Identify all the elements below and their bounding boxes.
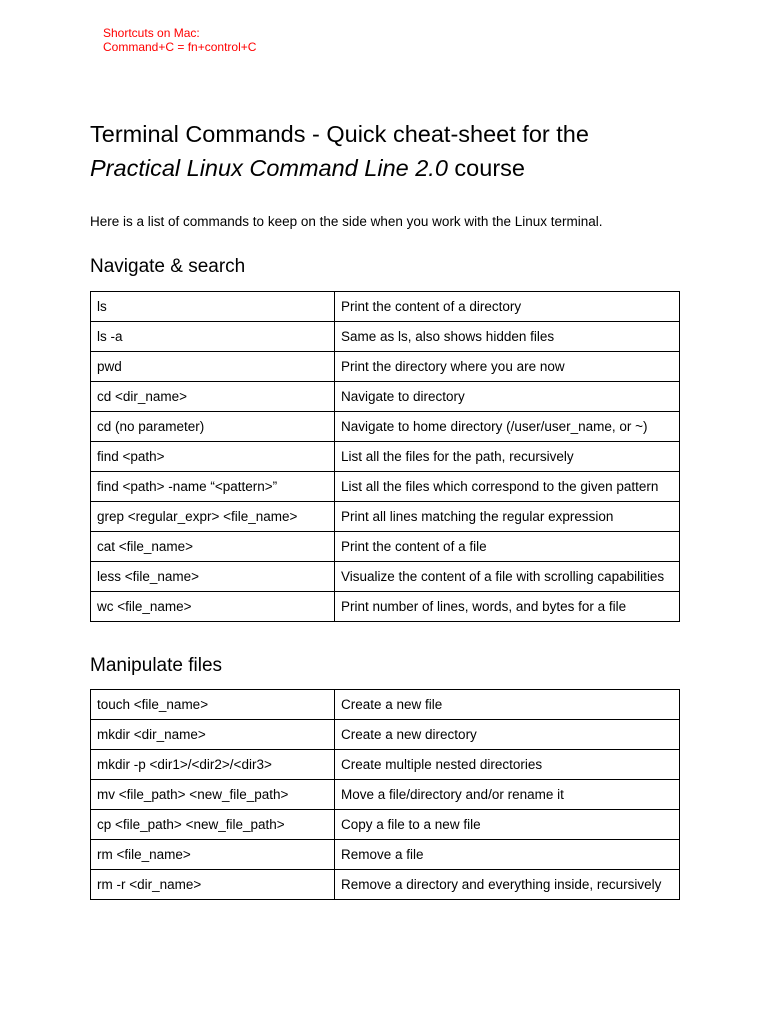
description-cell: List all the files which correspond to the given pattern	[335, 472, 680, 502]
intro-text: Here is a list of commands to keep on the side when you work with the Linux terminal.	[90, 214, 603, 229]
description-cell: Print all lines matching the regular expression	[335, 502, 680, 532]
command-cell: wc <file_name>	[91, 592, 335, 622]
table-row	[91, 532, 680, 562]
command-cell: cp <file_path> <new_file_path>	[91, 810, 335, 840]
description-cell: Remove a directory and everything inside, recursively	[335, 870, 680, 900]
table-row	[91, 592, 680, 622]
description-cell: Create multiple nested directories	[335, 750, 680, 780]
page-title-part-2: course	[447, 155, 525, 181]
table-row	[91, 562, 680, 592]
command-cell: mkdir -p <dir1>/<dir2>/<dir3>	[91, 750, 335, 780]
manipulate-files-table	[90, 689, 680, 900]
command-cell: find <path>	[91, 442, 335, 472]
table-row	[91, 720, 680, 750]
description-cell: Print the content of a file	[335, 532, 680, 562]
command-cell: grep <regular_expr> <file_name>	[91, 502, 335, 532]
description-cell: Navigate to home directory (/user/user_name, or ~)	[335, 412, 680, 442]
shortcut-note-line-1: Shortcuts on Mac:	[103, 26, 200, 40]
section-heading-navigate-search: Navigate & search	[90, 256, 246, 277]
description-cell: Navigate to directory	[335, 382, 680, 412]
description-cell: Print the directory where you are now	[335, 352, 680, 382]
table-row	[91, 810, 680, 840]
command-cell: pwd	[91, 352, 335, 382]
table-row	[91, 382, 680, 412]
shortcut-note	[103, 26, 256, 54]
table-row	[91, 442, 680, 472]
table-row	[91, 292, 680, 322]
command-cell: touch <file_name>	[91, 690, 335, 720]
table-row	[91, 412, 680, 442]
page-title-part-1: Terminal Commands - Quick cheat-sheet for the	[90, 121, 589, 147]
description-cell: Visualize the content of a file with scrolling capabilities	[335, 562, 680, 592]
command-cell: ls	[91, 292, 335, 322]
command-cell: cd <dir_name>	[91, 382, 335, 412]
description-cell: Print the content of a directory	[335, 292, 680, 322]
command-cell: cat <file_name>	[91, 532, 335, 562]
command-cell: rm <file_name>	[91, 840, 335, 870]
description-cell: Create a new file	[335, 690, 680, 720]
navigate-search-table	[90, 291, 680, 622]
description-cell: Print number of lines, words, and bytes for a file	[335, 592, 680, 622]
page-title-course-name: Practical Linux Command Line 2.0	[90, 155, 448, 181]
command-cell: cd (no parameter)	[91, 412, 335, 442]
page-title	[90, 117, 589, 185]
table-row	[91, 322, 680, 352]
command-cell: mkdir <dir_name>	[91, 720, 335, 750]
description-cell: Create a new directory	[335, 720, 680, 750]
table-row	[91, 472, 680, 502]
table-row	[91, 750, 680, 780]
command-cell: ls -a	[91, 322, 335, 352]
command-cell: find <path> -name “<pattern>”	[91, 472, 335, 502]
table-row	[91, 690, 680, 720]
command-cell: rm -r <dir_name>	[91, 870, 335, 900]
section-heading-manipulate-files: Manipulate files	[90, 655, 223, 676]
table-row	[91, 352, 680, 382]
table-row	[91, 870, 680, 900]
description-cell: Copy a file to a new file	[335, 810, 680, 840]
description-cell: Same as ls, also shows hidden files	[335, 322, 680, 352]
table-row	[91, 780, 680, 810]
description-cell: Remove a file	[335, 840, 680, 870]
shortcut-note-line-2: Command+C = fn+control+C	[103, 40, 257, 54]
command-cell: mv <file_path> <new_file_path>	[91, 780, 335, 810]
command-cell: less <file_name>	[91, 562, 335, 592]
table-row	[91, 502, 680, 532]
description-cell: Move a file/directory and/or rename it	[335, 780, 680, 810]
description-cell: List all the files for the path, recursively	[335, 442, 680, 472]
table-row	[91, 840, 680, 870]
